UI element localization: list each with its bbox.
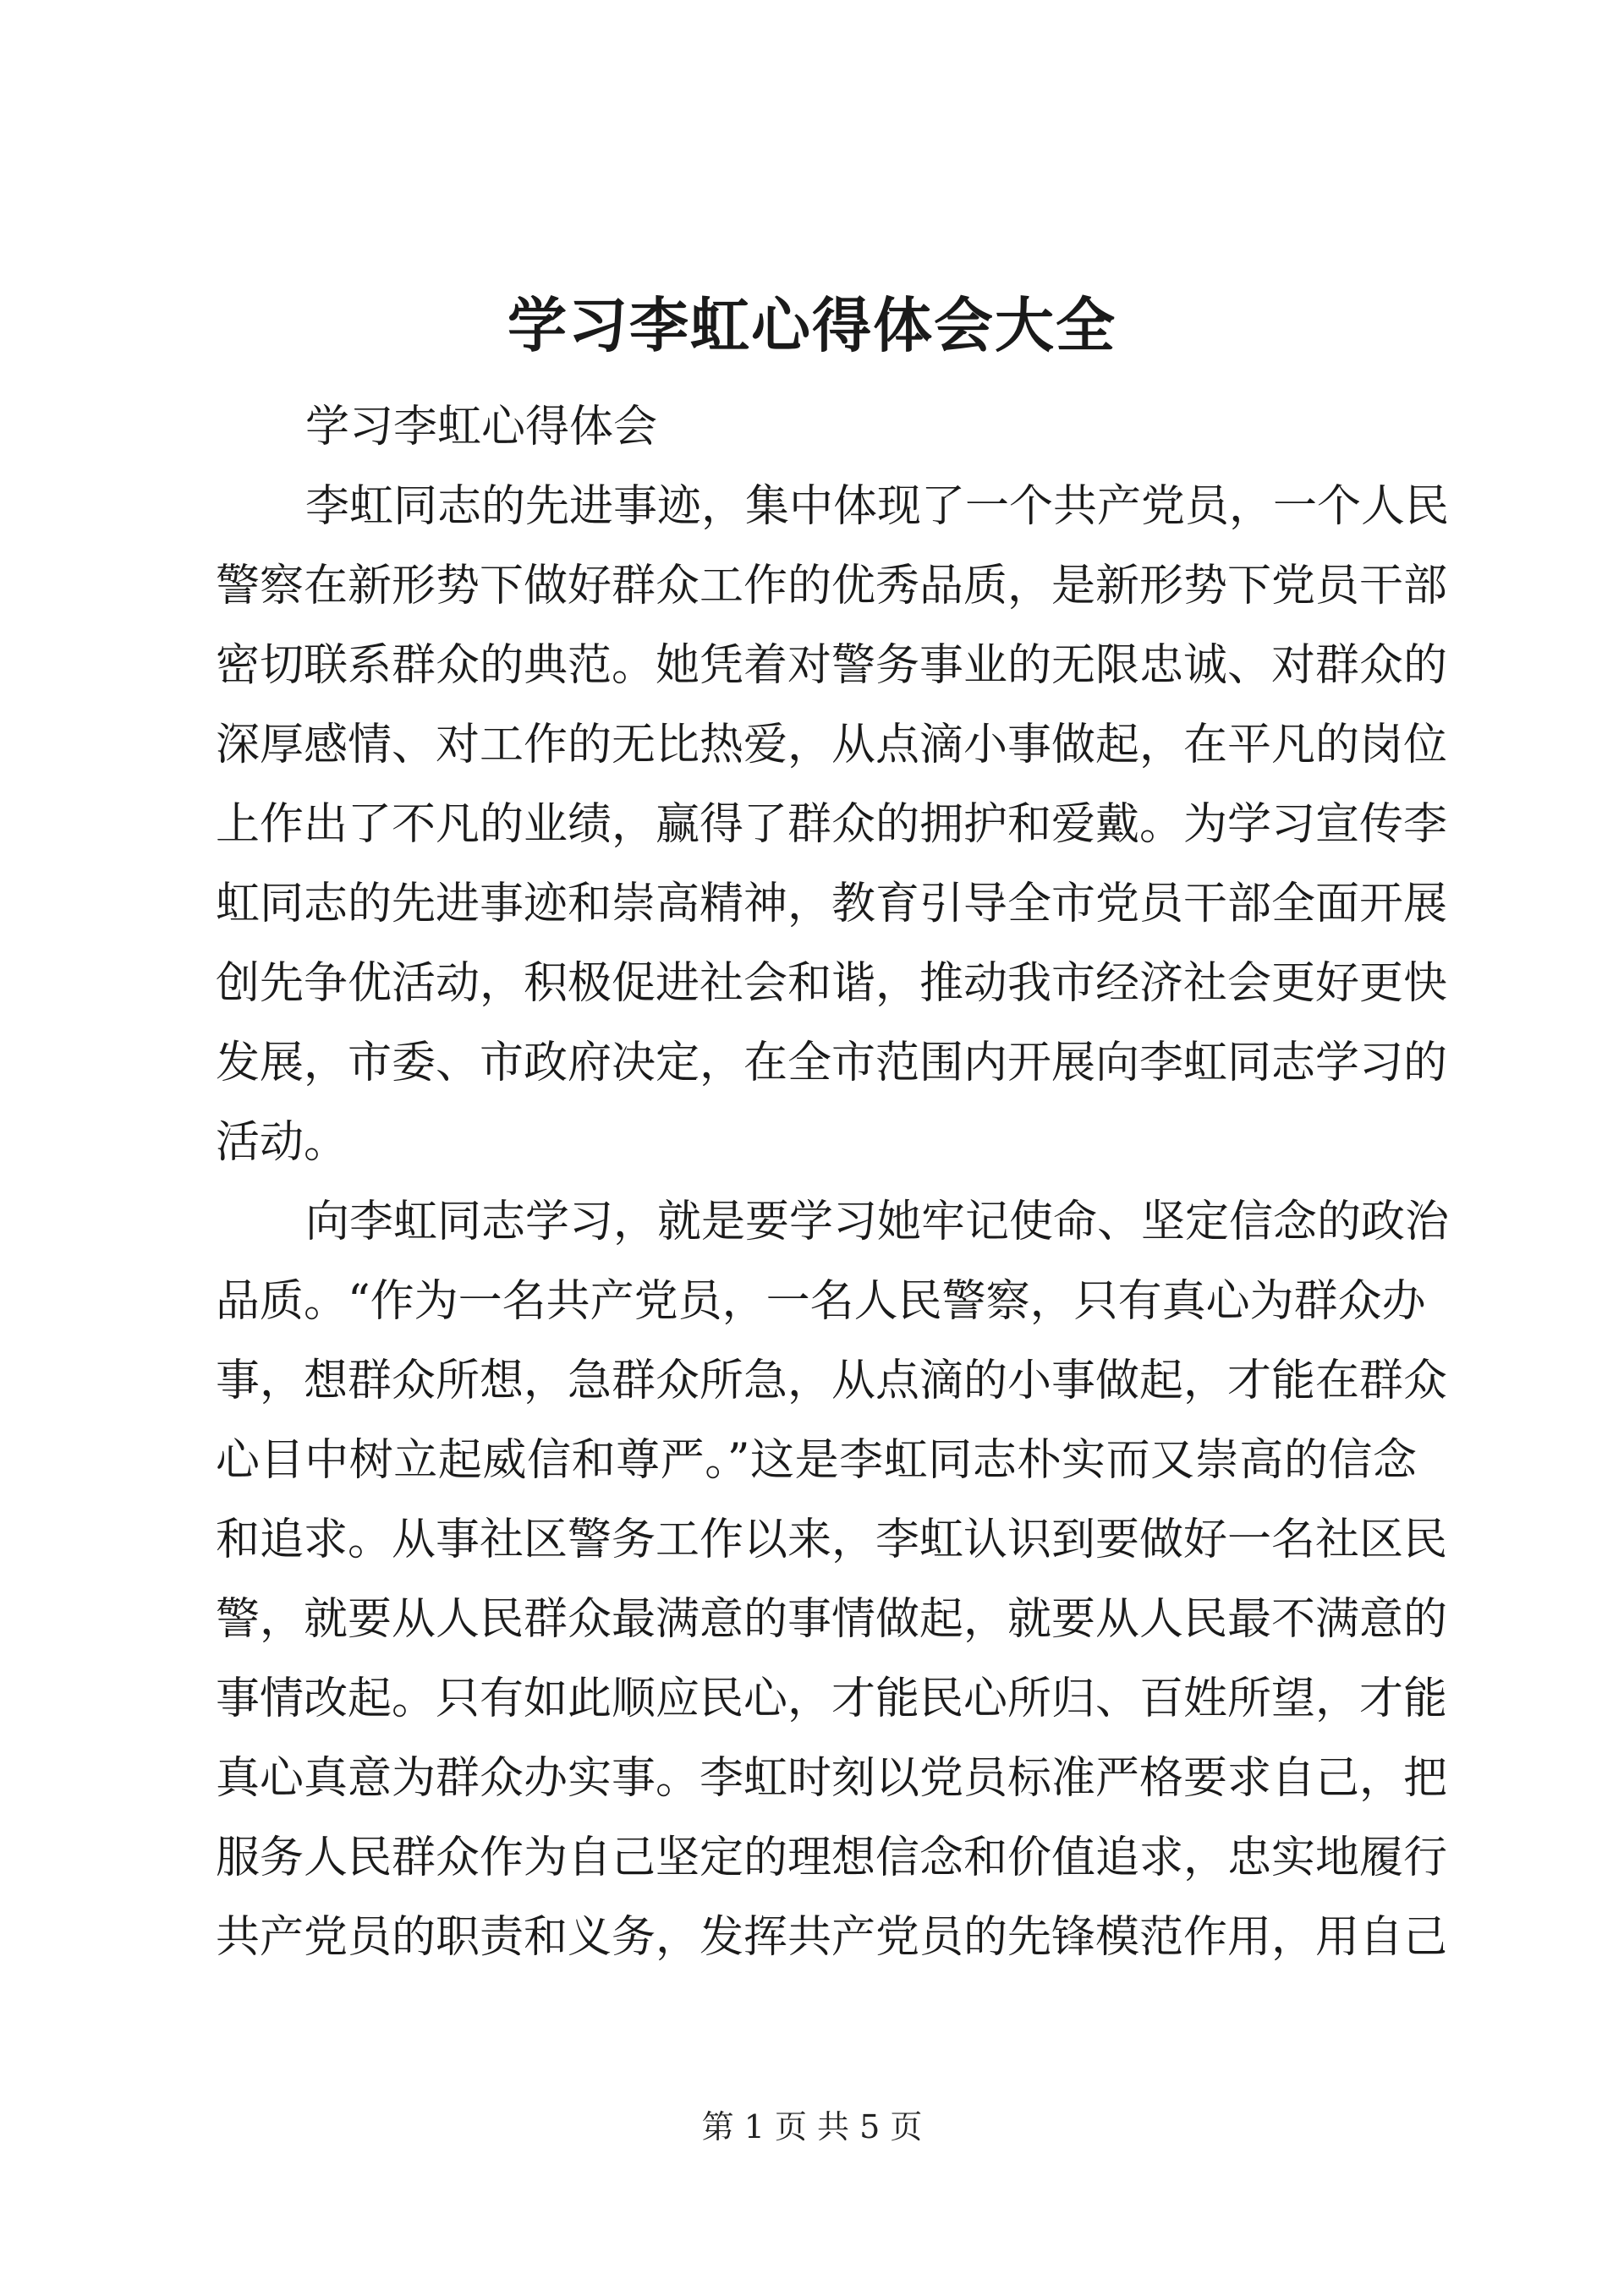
- paragraph-line: 上作出了不凡的业绩，赢得了群众的拥护和爱戴。为学习宣传李: [216, 799, 1448, 850]
- document-subtitle: 学习李虹心得体会: [305, 402, 658, 452]
- paragraph-line: 事，想群众所想，急群众所急，从点滴的小事做起，才能在群众: [216, 1356, 1448, 1406]
- paragraph-line: 创先争优活动，积极促进社会和谐，推动我市经济社会更好更快: [216, 958, 1448, 1009]
- paragraph-line: 密切联系群众的典范。她凭着对警务事业的无限忠诚、对群众的: [216, 640, 1448, 691]
- paragraph-line: 深厚感情、对工作的无比热爱，从点滴小事做起，在平凡的岗位: [216, 720, 1448, 770]
- paragraph-line: 品质。“作为一名共产党员，一名人民警察，只有真心为群众办: [216, 1276, 1426, 1327]
- paragraph-line: 共产党员的职责和义务，发挥共产党员的先锋模范作用，用自己: [216, 1912, 1448, 1963]
- paragraph-line: 警，就要从人民群众最满意的事情做起，就要从人民最不满意的: [216, 1594, 1448, 1645]
- page-number: 第 1 页 共 5 页: [701, 2108, 923, 2145]
- paragraph-line: 事情改起。只有如此顺应民心，才能民心所归、百姓所望，才能: [216, 1674, 1448, 1724]
- document-body: [216, 387, 1450, 1977]
- paragraph-line: 真心真意为群众办实事。李虹时刻以党员标准严格要求自己，把: [216, 1753, 1448, 1804]
- paragraph-line: 发展，市委、市政府决定，在全市范围内开展向李虹同志学习的: [216, 1038, 1448, 1088]
- paragraph-line: 活动。: [216, 1117, 348, 1168]
- paragraph-1: [216, 467, 1450, 1182]
- document-title: 学习李虹心得体会大全: [508, 290, 1116, 360]
- paragraph-line: 心目中树立起威信和尊严。”这是李虹同志朴实而又崇高的信念: [216, 1435, 1417, 1486]
- paragraph-line: 服务人民群众作为自己坚定的理想信念和价值追求，忠实地履行: [216, 1833, 1448, 1883]
- paragraph-line: 向李虹同志学习，就是要学习她牢记使命、坚定信念的政治: [305, 1197, 1450, 1247]
- paragraph-line: 警察在新形势下做好群众工作的优秀品质，是新形势下党员干部: [216, 561, 1448, 611]
- paragraph-line: 李虹同志的先进事迹，集中体现了一个共产党员，一个人民: [305, 481, 1450, 532]
- paragraph-line: 虹同志的先进事迹和崇高精神，教育引导全市党员干部全面开展: [216, 879, 1448, 929]
- paragraph-2: [216, 1182, 1450, 1977]
- paragraph-line: 和追求。从事社区警务工作以来，李虹认识到要做好一名社区民: [216, 1515, 1448, 1565]
